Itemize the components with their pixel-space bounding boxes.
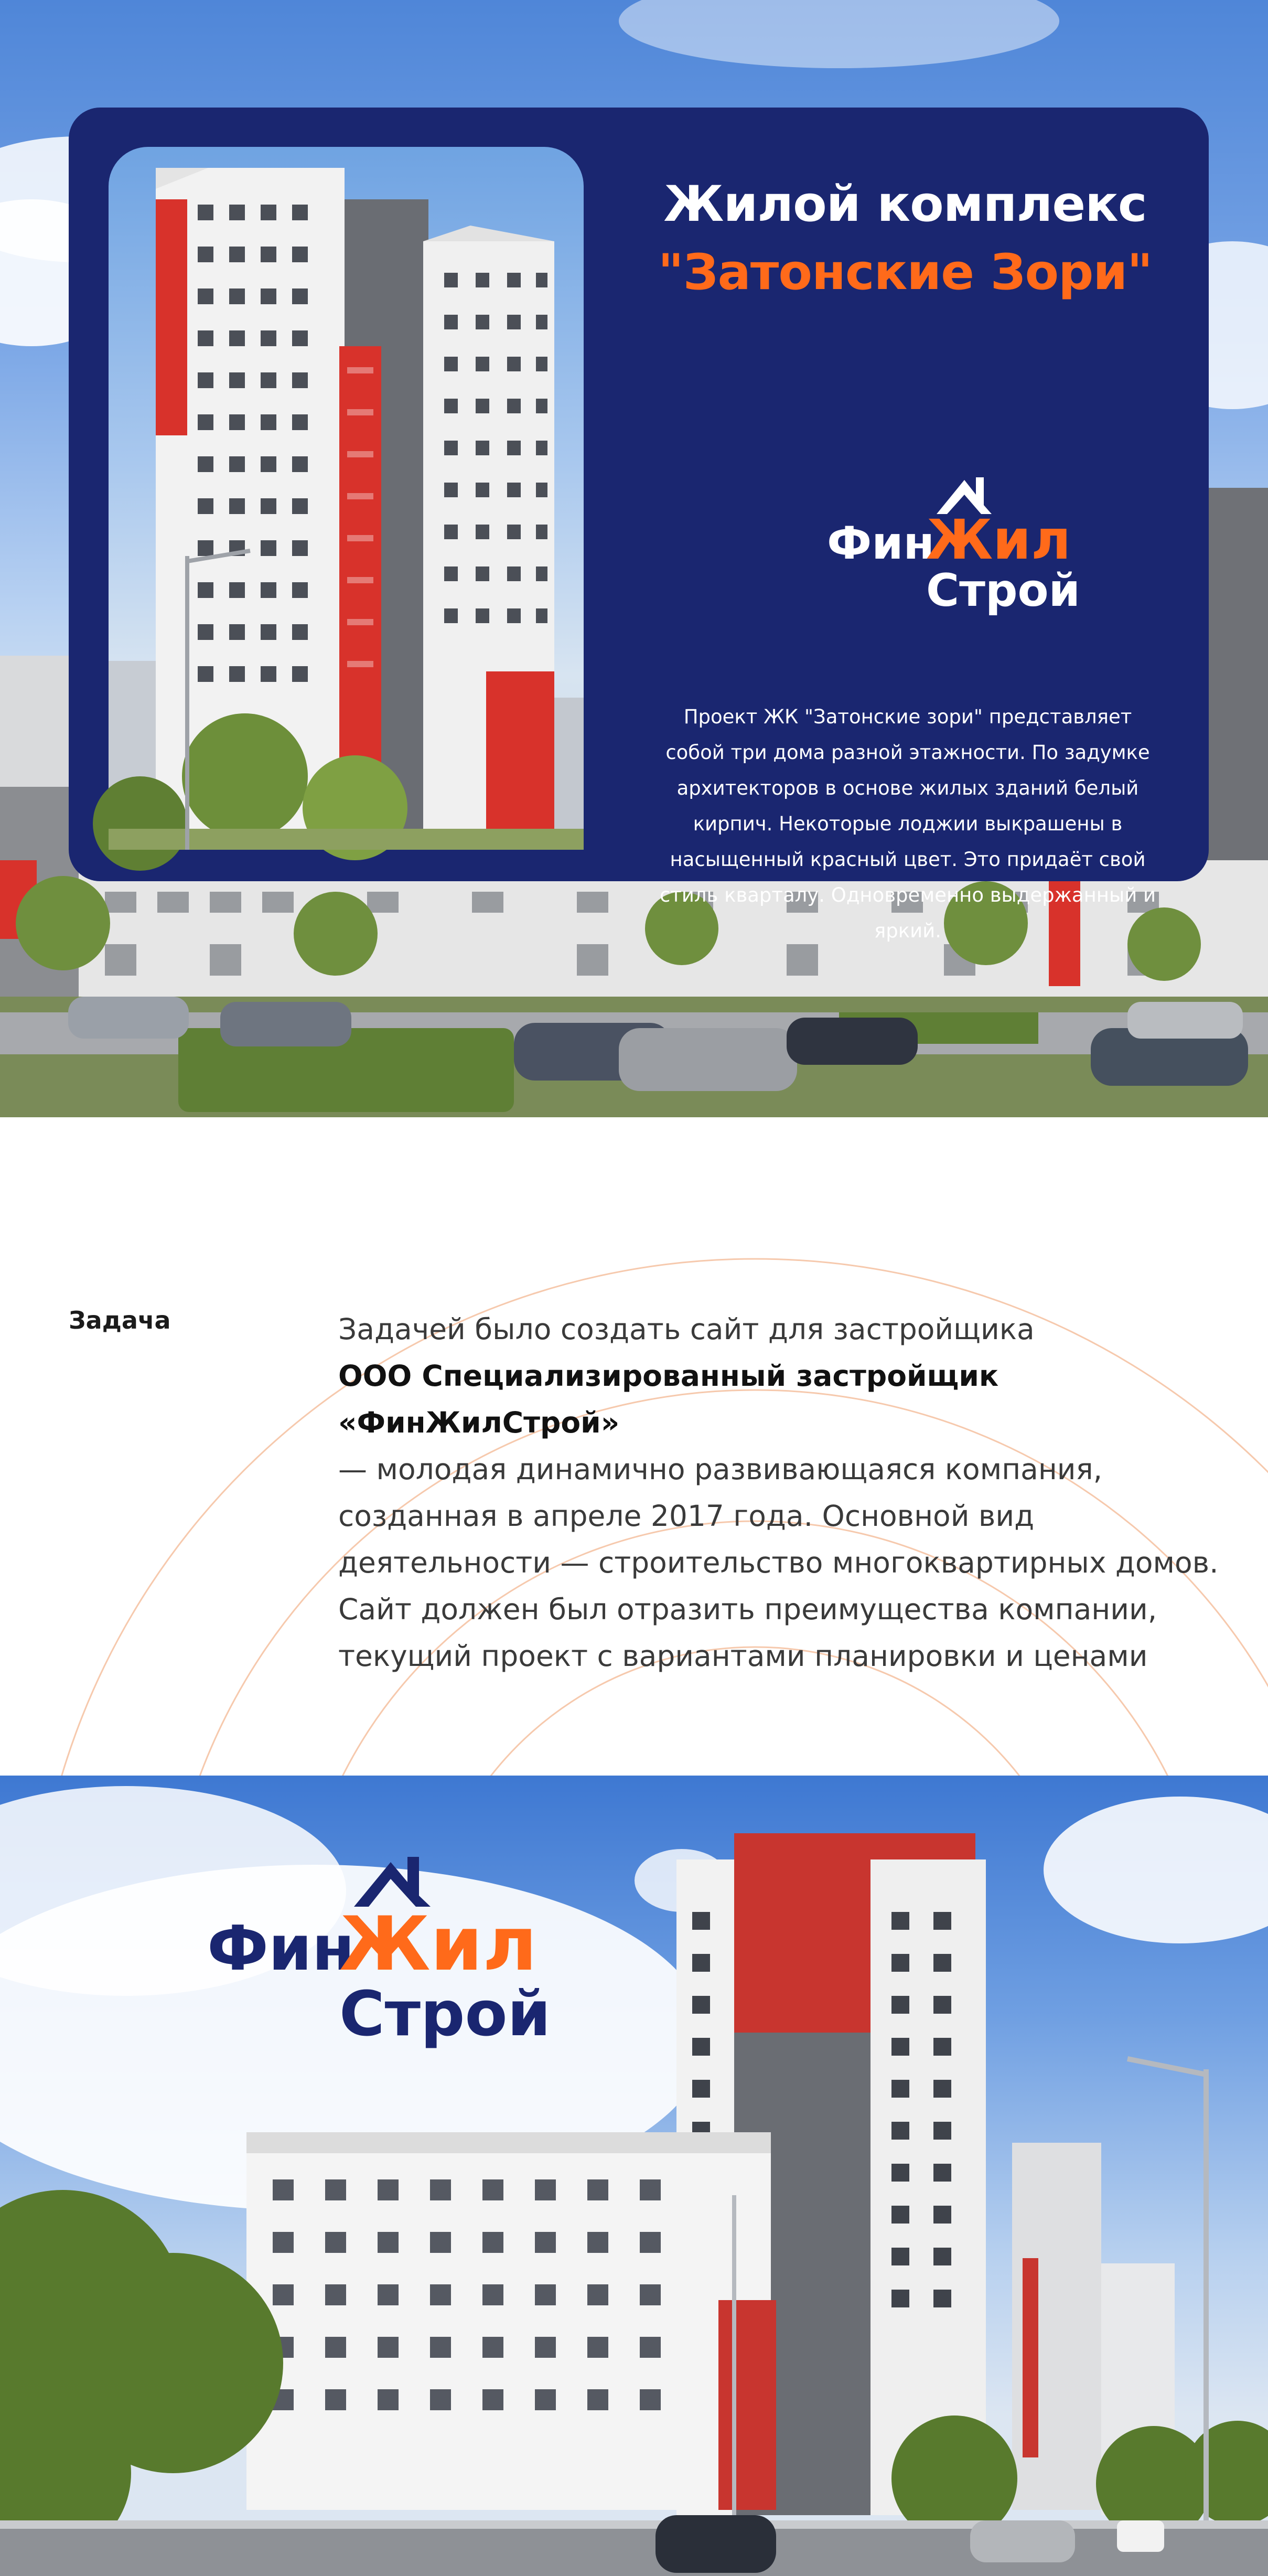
task-description xyxy=(338,1306,1240,1680)
project-description: Проект ЖК "Затонские зори" представляет собой три дома разной этажности. По задумке архитекторов в основе жилых зданий белый кирпич. Некоторые лоджии выкрашены в насыщенный красный цвет. Это придаёт свой стиль кварталу. Одновременно выдержанный и яркий. xyxy=(659,706,1156,942)
task-section xyxy=(0,1117,1268,1776)
project-render-illustration xyxy=(109,147,584,850)
logo-word-zhil: Жил xyxy=(339,1901,538,1987)
project-title xyxy=(609,170,1201,307)
project-title-line1: Жилой комплекс xyxy=(663,176,1147,233)
logo-word-stroy: Строй xyxy=(339,1978,551,2050)
house-roof-icon xyxy=(354,1857,431,1907)
logo-word-zhil: Жил xyxy=(926,508,1071,572)
logo-word-stroy: Строй xyxy=(926,564,1080,617)
project-title-line2: "Затонские Зори" xyxy=(658,244,1153,301)
logo-word-fin: Фин xyxy=(207,1912,355,1984)
finzhilstroy-logo-large xyxy=(202,1852,558,2072)
task-company-name: ООО Специализированный застройщик «ФинЖилСтрой» xyxy=(338,1359,999,1439)
task-heading: Задача xyxy=(69,1306,171,1334)
finzhilstroy-logo xyxy=(824,475,1086,632)
hero-section xyxy=(0,0,1268,1117)
hero-card xyxy=(69,108,1209,942)
logo-word-fin: Фин xyxy=(827,517,934,570)
project-render-photo xyxy=(109,147,584,850)
task-text-intro: Задачей было создать сайт для застройщика xyxy=(338,1312,1035,1346)
bottom-render-section xyxy=(0,1776,1268,2576)
task-text-rest: — молодая динамично развивающаяся компания, созданная в апреле 2017 года. Основной вид деятельности — строительство многоквартирных домов. Сайт должен был отразить преимущества компании, текущий проект с вариантами планировки и ценами xyxy=(338,1452,1219,1673)
bottom-background-scene xyxy=(0,1776,1268,2576)
